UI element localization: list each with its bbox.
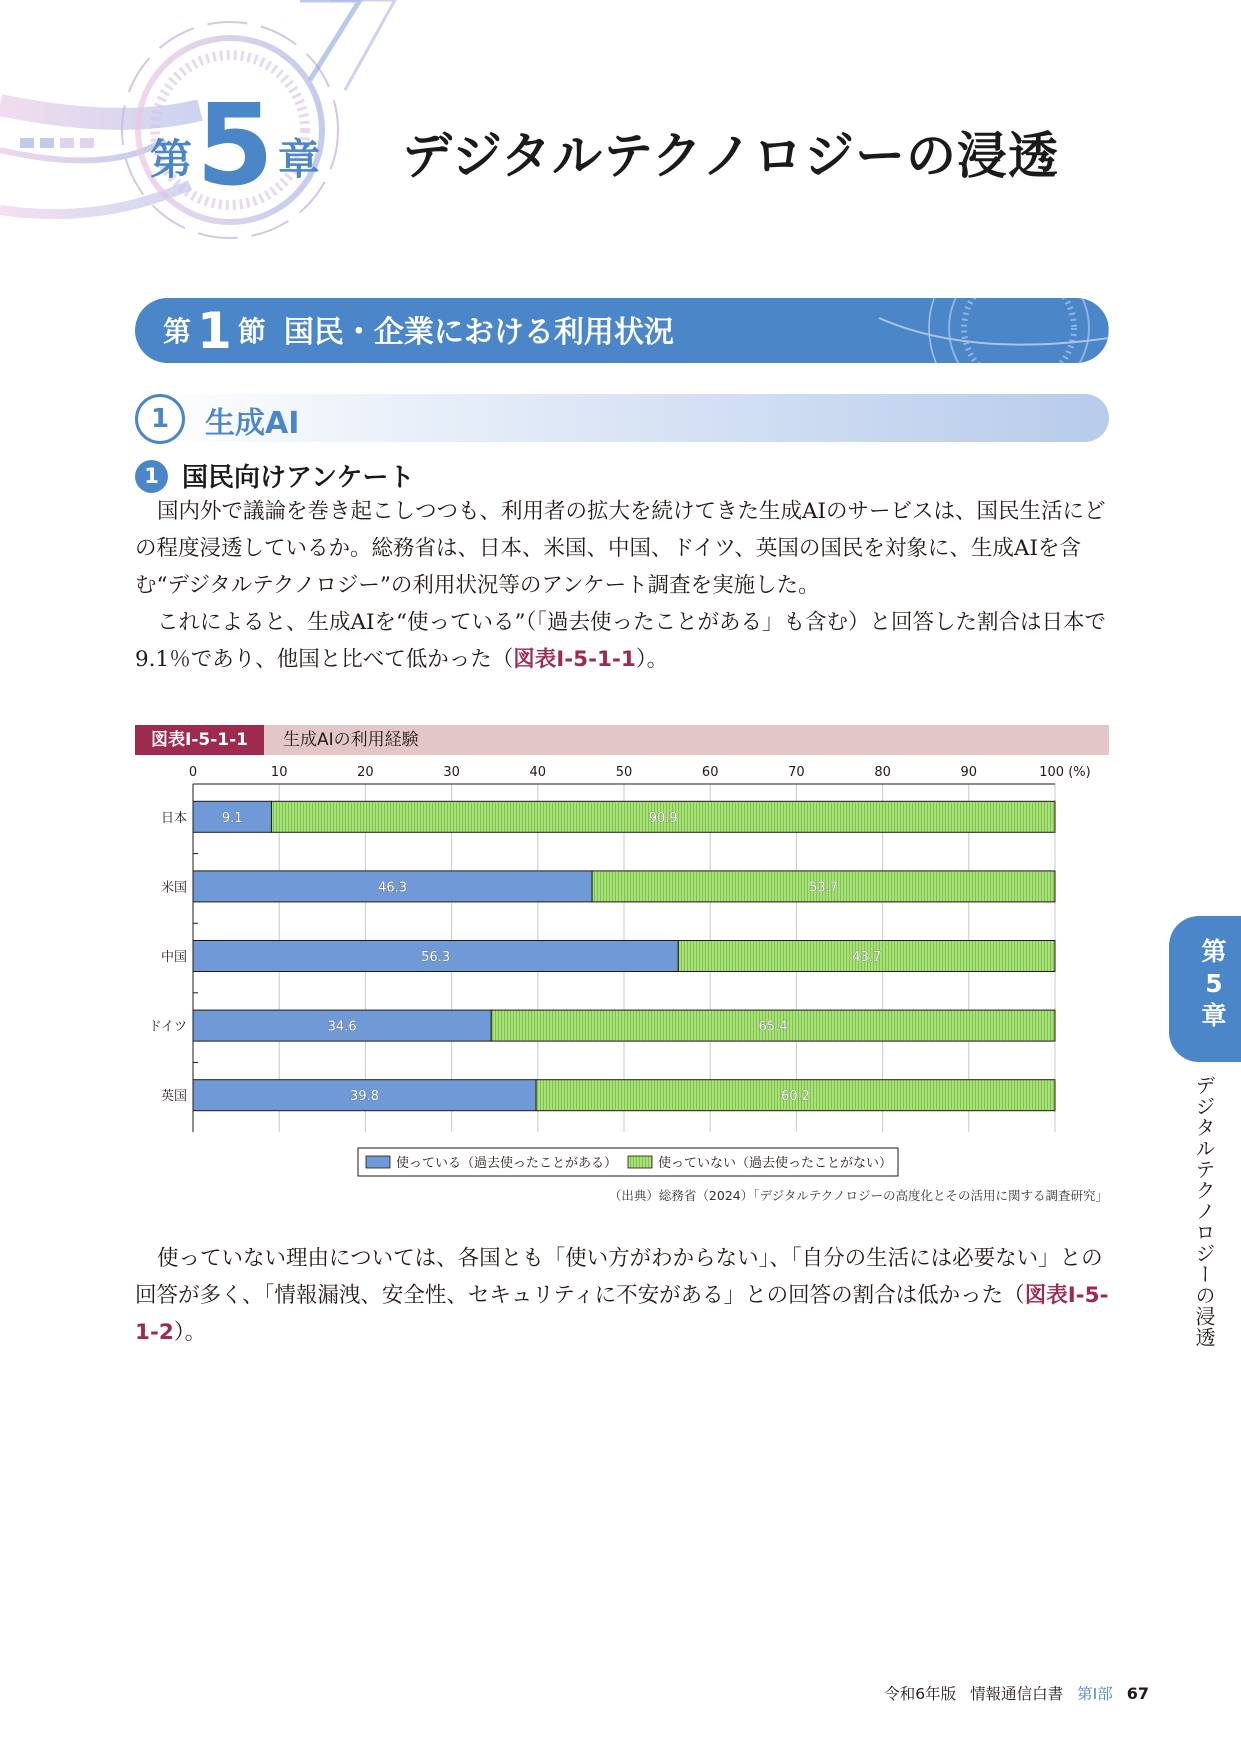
category-label: 日本 bbox=[160, 810, 187, 826]
x-tick-label: 100 (%) bbox=[1039, 765, 1091, 780]
x-tick-label: 30 bbox=[443, 765, 460, 780]
x-tick-label: 80 bbox=[874, 765, 891, 780]
chapter-suffix: 章 bbox=[277, 134, 320, 184]
data-label: 9.1 bbox=[221, 810, 243, 826]
category-label: ドイツ bbox=[148, 1019, 187, 1035]
data-label: 56.3 bbox=[421, 950, 451, 965]
data-label: 39.8 bbox=[350, 1089, 380, 1105]
chapter-prefix: 第 bbox=[150, 134, 193, 184]
figure-reference-link[interactable]: 図表Ⅰ-5-1-1 bbox=[513, 647, 636, 672]
x-tick-label: 70 bbox=[788, 765, 805, 780]
figure-reference-link-2[interactable]: 図表Ⅰ-5-1-2 bbox=[135, 1283, 1109, 1345]
side-chapter-title: デジタルテクノロジーの浸透 bbox=[1192, 1075, 1216, 1348]
category-label: 英国 bbox=[160, 1089, 187, 1105]
chapter-number: 5 bbox=[196, 81, 274, 211]
figure-title: 生成AIの利用経験 bbox=[283, 730, 419, 750]
paragraph-2 bbox=[135, 604, 1110, 678]
subsection-number: 1 bbox=[135, 394, 185, 444]
paragraph-3-text: 使っていない理由については、各国とも「使い方がわからない」、「自分の生活には必要ない」との回答が多く、「情報漏洩、安全性、セキュリティに不安がある」との回答の割合は低かった（ bbox=[135, 1246, 1103, 1308]
data-label: 46.3 bbox=[378, 880, 408, 896]
x-tick-label: 10 bbox=[270, 765, 288, 780]
x-tick-label: 40 bbox=[529, 765, 547, 780]
category-label: 米国 bbox=[160, 880, 187, 896]
chapter-side-tab bbox=[1169, 916, 1241, 1062]
legend-label: 使っていない（過去使ったことがない） bbox=[658, 1156, 893, 1171]
data-label: 53.7 bbox=[809, 880, 839, 896]
data-label: 43.7 bbox=[852, 950, 882, 965]
section-decoration bbox=[849, 298, 1109, 363]
data-label: 65.4 bbox=[758, 1019, 788, 1035]
data-label: 90.9 bbox=[648, 810, 678, 826]
paragraph-1: 国内外で議論を巻き起こしつつも、利用者の拡大を続けてきた生成AIのサービスは、国民生活にどの程度浸透しているか。総務省は、日本、米国、中国、ドイツ、英国の国民を対象に、生成AIを含む“デジタルテクノロジー”の利用状況等のアンケート調査を実施した。 bbox=[135, 499, 1106, 598]
x-tick-label: 90 bbox=[960, 765, 978, 780]
side-tab-line3: 章 bbox=[1201, 1001, 1227, 1030]
heading3-title: 国民向けアンケート bbox=[182, 463, 415, 493]
section-suffix: 節 bbox=[237, 315, 266, 348]
chapter-title: デジタルテクノロジーの浸透 bbox=[402, 127, 1059, 185]
paragraph-3 bbox=[135, 1240, 1110, 1351]
section-title: 国民・企業における利用状況 bbox=[283, 315, 674, 350]
subsection-title: 生成AI bbox=[205, 406, 300, 441]
section-prefix: 第 bbox=[163, 315, 192, 348]
figure-header bbox=[135, 725, 1109, 755]
x-tick-label: 60 bbox=[701, 765, 719, 780]
category-label: 中国 bbox=[160, 950, 187, 965]
footer-edition: 令和6年版 bbox=[884, 1685, 957, 1703]
footer-book: 情報通信白書 bbox=[970, 1685, 1064, 1703]
legend-swatch bbox=[628, 1156, 652, 1168]
chapter-label bbox=[150, 81, 320, 211]
paragraph-2-end: ）。 bbox=[635, 647, 669, 672]
section-header bbox=[135, 298, 1109, 363]
x-tick-label: 20 bbox=[357, 765, 374, 780]
section-number: 1 bbox=[197, 302, 232, 360]
data-label: 34.6 bbox=[327, 1019, 357, 1035]
x-tick-label: 0 bbox=[188, 765, 198, 780]
page-footer bbox=[884, 1682, 1149, 1704]
figure-source: （出典）総務省（2024）「デジタルテクノロジーの高度化とその活用に関する調査研究」 bbox=[608, 1188, 1108, 1203]
paragraph-3-end: ）。 bbox=[173, 1320, 207, 1345]
paragraph-2-text: これによると、生成AIを“使っている”（「過去使ったことがある」も含む）と回答した割合は日本で9.1％であり、他国と比べて低かった（ bbox=[135, 610, 1107, 672]
footer-part: 第Ⅰ部 bbox=[1077, 1685, 1113, 1703]
legend-label: 使っている（過去使ったことがある） bbox=[396, 1156, 618, 1171]
heading3-number: 1 bbox=[135, 460, 168, 493]
side-tab-line2: 5 bbox=[1205, 969, 1223, 998]
figure-number: 図表Ⅰ-5-1-1 bbox=[135, 725, 264, 755]
x-tick-label: 50 bbox=[615, 765, 633, 780]
page-number: 67 bbox=[1126, 1684, 1149, 1703]
data-label: 60.2 bbox=[781, 1089, 811, 1105]
bar-chart bbox=[135, 756, 1109, 1186]
legend-swatch bbox=[366, 1156, 390, 1168]
side-tab-line1: 第 bbox=[1201, 937, 1227, 966]
